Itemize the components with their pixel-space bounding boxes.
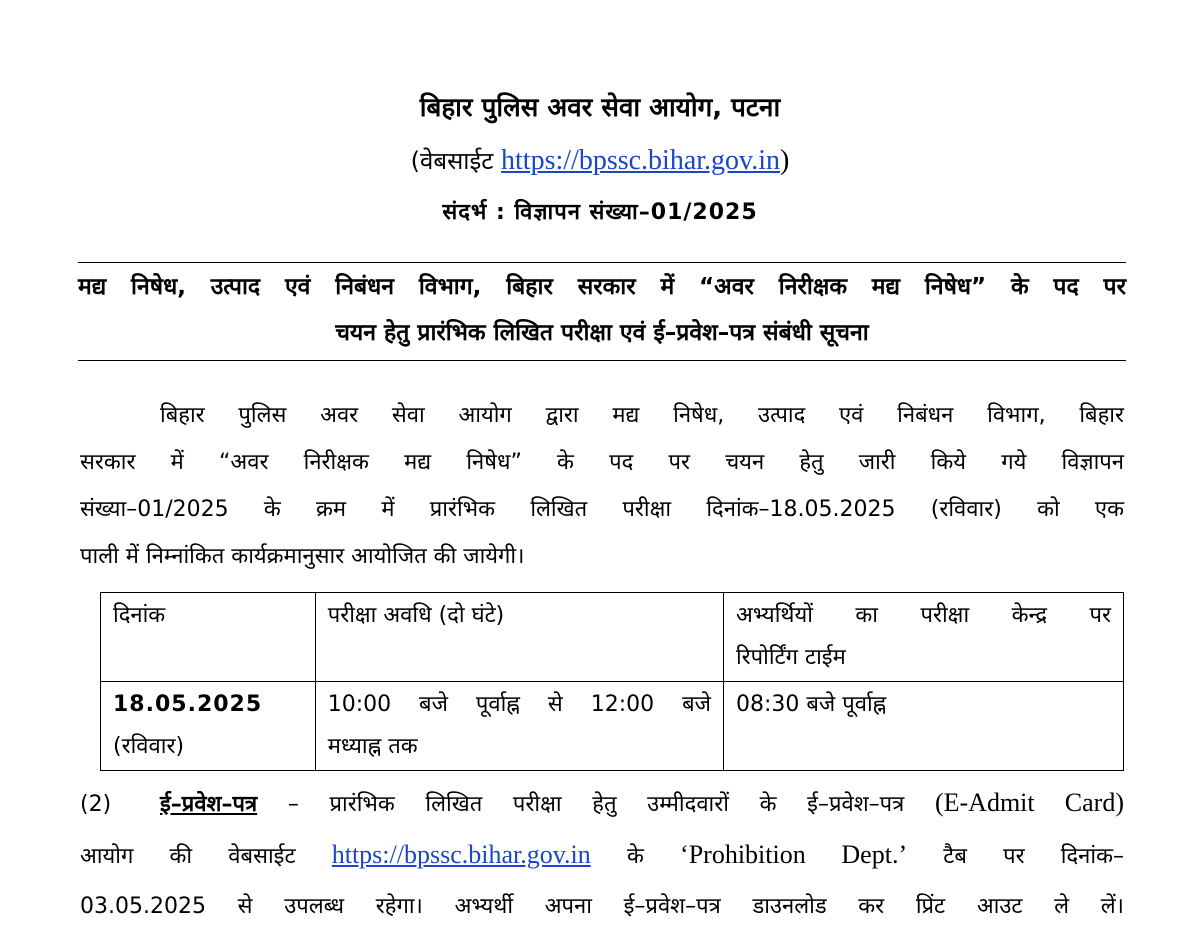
header-reporting: अभ्यर्थियों का परीक्षा केन्द्र पर रिपोर्टिंग टाईम xyxy=(723,593,1123,682)
reference-line: संदर्भ : विज्ञापन संख्या–01/2025 xyxy=(442,200,758,225)
header-date: दिनांक xyxy=(101,593,316,682)
intro-paragraph xyxy=(80,392,1124,580)
website-prefix: (वेबसाईट xyxy=(410,147,502,175)
paragraph-line: पाली में निम्नांकित कार्यक्रमानुसार आयोजित की जायेगी। xyxy=(80,544,525,569)
section-number: (2) xyxy=(80,792,112,817)
schedule-table xyxy=(100,592,1124,771)
paragraph-line: बिहार पुलिस अवर सेवा आयोग द्वारा मद्य निषेध, उत्पाद एवं निबंधन विभाग, बिहार xyxy=(160,403,1124,428)
notice-title-line1: मद्य निषेध, उत्पाद एवं निबंधन विभाग, बिहार सरकार में “अवर निरीक्षक मद्य निषेध” के पद पर xyxy=(78,274,1126,300)
paragraph-line: संख्या–01/2025 के क्रम में प्रारंभिक लिखित परीक्षा दिनांक–18.05.2025 (रविवार) को एक xyxy=(80,497,1124,522)
section2-line2: आयोग की वेबसाईट https://bpssc.bihar.gov.in के ‘Prohibition Dept.’ टैब पर दिनांक– xyxy=(80,840,1124,869)
paragraph-line: सरकार में “अवर निरीक्षक मद्य निषेध” के पद पर चयन हेतु जारी किये गये विज्ञापन xyxy=(80,450,1124,475)
notice-title-line2: चयन हेतु प्रारंभिक लिखित परीक्षा एवं ई–प्रवेश–पत्र संबंधी सूचना xyxy=(335,320,869,346)
cell-reporting: 08:30 बजे पूर्वाह्न xyxy=(723,682,1123,771)
notice-title xyxy=(78,264,1126,356)
header-duration: परीक्षा अवधि (दो घंटे) xyxy=(315,593,723,682)
table-header-row xyxy=(101,593,1124,682)
section2-line1: (2) ई–प्रवेश–पत्र – प्रारंभिक लिखित परीक्षा हेतु उम्मीदवारों के ई–प्रवेश–पत्र (E-Admit Card) xyxy=(80,778,1124,830)
website-link[interactable]: https://bpssc.bihar.gov.in xyxy=(501,145,780,176)
bottom-divider xyxy=(78,360,1126,361)
cell-duration: 10:00 बजे पूर्वाह्न से 12:00 बजे मध्याह्न तक xyxy=(315,682,723,771)
cell-date: 18.05.2025 (रविवार) xyxy=(101,682,316,771)
website-line xyxy=(0,144,1200,177)
section2-line3: 03.05.2025 से उपलब्ध रहेगा। अभ्यर्थी अपना ई–प्रवेश–पत्र डाउनलोड कर प्रिंट आउट ले लें। xyxy=(80,894,1124,919)
top-divider xyxy=(78,262,1126,263)
section-2 xyxy=(80,778,1124,932)
organization-title: बिहार पुलिस अवर सेवा आयोग, पटना xyxy=(419,93,781,123)
website-link-2[interactable]: https://bpssc.bihar.gov.in xyxy=(331,840,591,869)
section-heading: ई–प्रवेश–पत्र xyxy=(160,792,258,817)
table-row xyxy=(101,682,1124,771)
website-suffix: ) xyxy=(780,145,790,176)
